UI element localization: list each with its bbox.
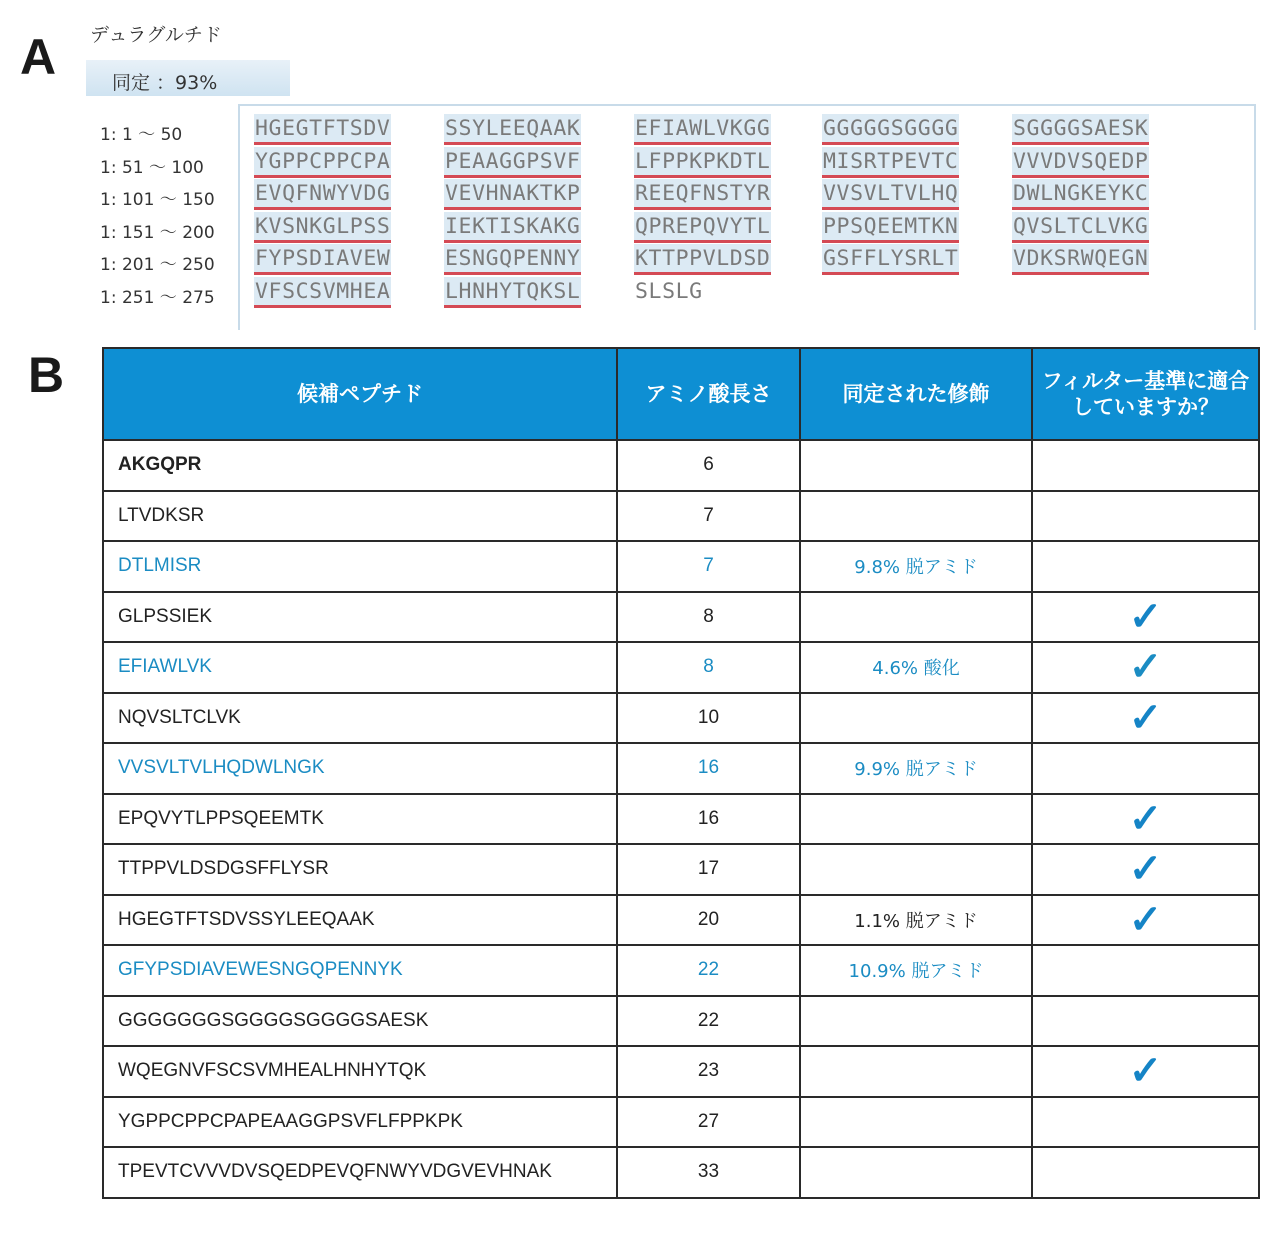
checkmark-icon: ✓ [1128, 897, 1163, 942]
range-label: 1: 251 ～ 275 [100, 287, 215, 308]
filter-pass-cell [1032, 1147, 1259, 1198]
range-label: 1: 151 ～ 200 [100, 222, 215, 243]
sequence-block: VVSVLTVLHQ [822, 179, 959, 210]
length-cell: 7 [617, 491, 800, 542]
checkmark-icon: ✓ [1128, 1049, 1163, 1094]
length-cell: 8 [617, 592, 800, 643]
length-cell: 22 [617, 996, 800, 1047]
checkmark-icon: ✓ [1128, 645, 1163, 690]
filter-pass-cell [1032, 541, 1259, 592]
peptide-cell: TTPPVLDSDGSFFLYSR [103, 844, 617, 895]
sequence-block: PEAAGGPSVF [444, 147, 581, 178]
length-cell: 20 [617, 895, 800, 946]
peptide-cell: AKGQPR [103, 440, 617, 491]
table-row [103, 794, 1259, 845]
filter-pass-cell [1032, 996, 1259, 1047]
filter-pass-cell [1032, 440, 1259, 491]
filter-pass-cell [1032, 945, 1259, 996]
peptide-cell: GGGGGGGSGGGGSGGGGSAESK [103, 996, 617, 1047]
sequence-block: LHNHYTQKSL [444, 277, 581, 308]
table-row [103, 491, 1259, 542]
modification-cell [800, 440, 1032, 491]
sequence-block: KTTPPVLDSD [634, 244, 771, 275]
sequence-block: PPSQEEMTKN [822, 212, 959, 243]
header-filter-criteria [1032, 348, 1259, 440]
coverage-text: 同定 ：93% [112, 72, 218, 94]
modification-cell: 10.9% 脱アミド [800, 945, 1032, 996]
checkmark-icon: ✓ [1128, 847, 1163, 892]
peptide-cell: EPQVYTLPPSQEEMTK [103, 794, 617, 845]
table-row [103, 743, 1259, 794]
modification-cell: 4.6% 酸化 [800, 642, 1032, 693]
modification-cell [800, 491, 1032, 542]
peptide-cell: HGEGTFTSDVSSYLEEQAAK [103, 895, 617, 946]
filter-pass-cell [1032, 844, 1259, 895]
sequence-block: SLSLG [635, 278, 703, 304]
modification-cell [800, 794, 1032, 845]
length-cell: 17 [617, 844, 800, 895]
sequence-block: VEVHNAKTKP [444, 179, 581, 210]
sequence-block: ESNGQPENNY [444, 244, 581, 275]
modification-cell: 1.1% 脱アミド [800, 895, 1032, 946]
length-cell: 22 [617, 945, 800, 996]
peptide-cell: YGPPCPPCPAPEAAGGPSVFLFPPKPK [103, 1097, 617, 1148]
table-row [103, 895, 1259, 946]
length-cell: 33 [617, 1147, 800, 1198]
table-row [103, 1046, 1259, 1097]
sequence-block: EVQFNWYVDG [254, 179, 391, 210]
filter-pass-cell [1032, 1097, 1259, 1148]
header-amino-acid-length: アミノ酸長さ [617, 348, 800, 440]
sequence-block: HGEGTFTSDV [254, 114, 391, 145]
modification-cell [800, 693, 1032, 744]
length-cell: 8 [617, 642, 800, 693]
range-label: 1: 101 ～ 150 [100, 190, 215, 210]
sequence-block: KVSNKGLPSS [254, 212, 391, 243]
peptide-cell: GLPSSIEK [103, 592, 617, 643]
checkmark-icon: ✓ [1128, 695, 1163, 740]
length-cell: 10 [617, 693, 800, 744]
peptide-cell: LTVDKSR [103, 491, 617, 542]
checkmark-icon: ✓ [1128, 594, 1163, 639]
peptide-cell: EFIAWLVK [103, 642, 617, 693]
sequence-block: DWLNGKEYKC [1012, 179, 1149, 210]
filter-pass-cell [1032, 491, 1259, 542]
sequence-block: SSYLEEQAAK [444, 114, 581, 145]
table-header-row [103, 348, 1259, 440]
range-label: 1: 51 ～ 100 [100, 157, 204, 178]
sequence-block: SGGGGSAESK [1012, 114, 1149, 145]
header-filter-criteria-label: フィルター基準に適合 していますか？ [1041, 369, 1250, 419]
sequence-block: VDKSRWQEGN [1012, 244, 1149, 275]
sequence-block: GSFFLYSRLT [822, 244, 959, 275]
sequence-block: QVSLTCLVKG [1012, 212, 1149, 243]
sequence-block: MISRTPEVTC [822, 147, 959, 178]
panel-a-label: A [20, 29, 57, 85]
sequence-block: LFPPKPKDTL [634, 147, 771, 178]
sequence-block: IEKTISKAKG [444, 212, 581, 243]
table-row [103, 693, 1259, 744]
table-row [103, 592, 1259, 643]
modification-cell [800, 996, 1032, 1047]
sequence-block: VVVDVSQEDP [1012, 147, 1149, 178]
table-row [103, 1147, 1259, 1198]
modification-cell [800, 844, 1032, 895]
filter-pass-cell [1032, 895, 1259, 946]
table-row [103, 541, 1259, 592]
sequence-block: EFIAWLVKGG [634, 114, 771, 145]
modification-cell: 9.8% 脱アミド [800, 541, 1032, 592]
table-row [103, 945, 1259, 996]
length-cell: 6 [617, 440, 800, 491]
table-row [103, 440, 1259, 491]
peptide-cell: TPEVTCVVVDVSQEDPEVQFNWYVDGVEVHNAK [103, 1147, 617, 1198]
filter-pass-cell [1032, 794, 1259, 845]
candidate-peptide-table [102, 347, 1260, 1199]
header-candidate-peptide: 候補ペプチド [103, 348, 617, 440]
sequence-block: REEQFNSTYR [634, 179, 771, 210]
range-label: 1: 201 ～ 250 [100, 255, 215, 275]
modification-cell [800, 1097, 1032, 1148]
peptide-cell: GFYPSDIAVEWESNGQPENNYK [103, 945, 617, 996]
peptide-cell: VVSVLTVLHQDWLNGK [103, 743, 617, 794]
checkmark-icon: ✓ [1128, 796, 1163, 841]
filter-pass-cell [1032, 642, 1259, 693]
table-row [103, 844, 1259, 895]
length-cell: 27 [617, 1097, 800, 1148]
table-row [103, 1097, 1259, 1148]
sequence-block: FYPSDIAVEW [254, 244, 391, 275]
sequence-block: VFSCSVMHEA [254, 277, 391, 308]
length-cell: 16 [617, 743, 800, 794]
peptide-cell: WQEGNVFSCSVMHEALHNHYTQK [103, 1046, 617, 1097]
table-row [103, 642, 1259, 693]
panel-b-label: B [28, 347, 65, 403]
filter-pass-cell [1032, 592, 1259, 643]
sequence-block: YGPPCPPCPA [254, 147, 391, 178]
modification-cell: 9.9% 脱アミド [800, 743, 1032, 794]
protein-name: デュラグルチド [90, 24, 222, 46]
modification-cell [800, 1046, 1032, 1097]
table-body [103, 440, 1259, 1198]
peptide-cell: NQVSLTCLVK [103, 693, 617, 744]
table-row [103, 996, 1259, 1047]
length-cell: 7 [617, 541, 800, 592]
filter-pass-cell [1032, 1046, 1259, 1097]
modification-cell [800, 592, 1032, 643]
modification-cell [800, 1147, 1032, 1198]
sequence-block: QPREPQVYTL [634, 212, 771, 243]
peptide-cell: DTLMISR [103, 541, 617, 592]
length-cell: 23 [617, 1046, 800, 1097]
range-label: 1: 1 ～ 50 [100, 125, 183, 145]
filter-pass-cell [1032, 693, 1259, 744]
length-cell: 16 [617, 794, 800, 845]
sequence-range-labels [100, 124, 215, 319]
sequence-block: GGGGGSGGGG [822, 114, 959, 145]
header-identified-modification: 同定された修飾 [800, 348, 1032, 440]
filter-pass-cell [1032, 743, 1259, 794]
